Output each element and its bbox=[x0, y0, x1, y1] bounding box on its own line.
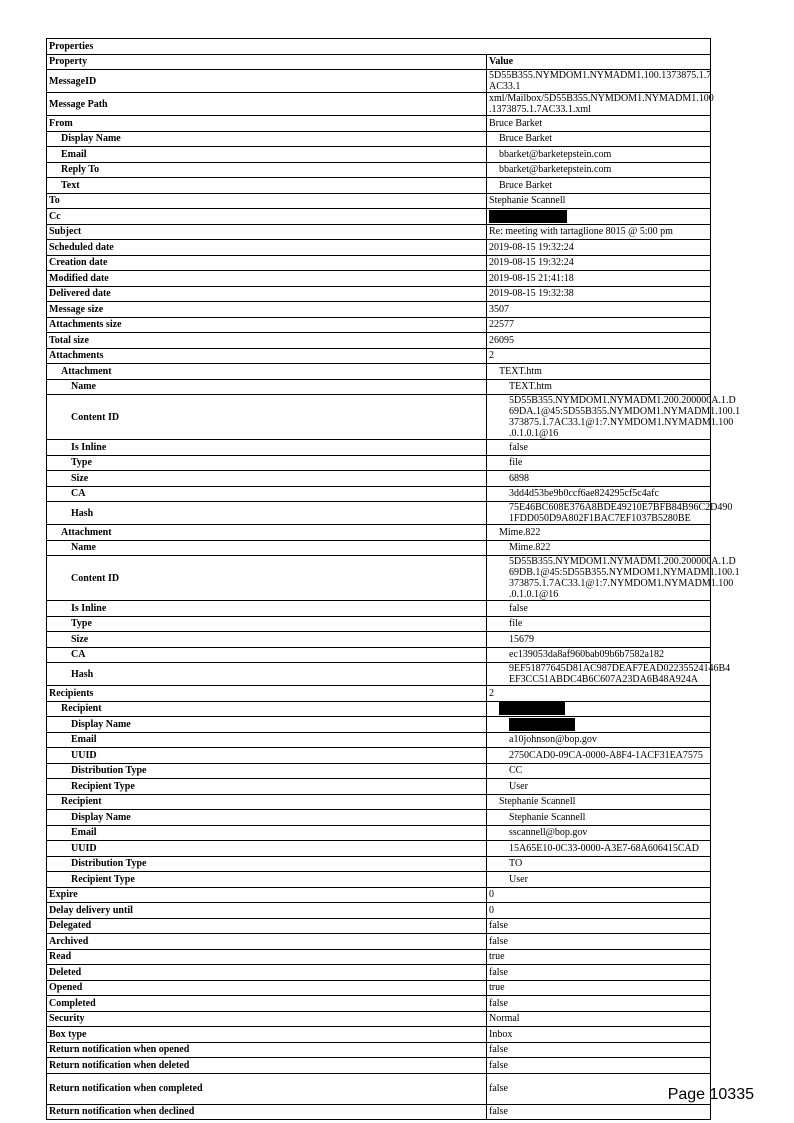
property-name: Recipient Type bbox=[47, 872, 487, 888]
property-name: Attachment bbox=[47, 525, 487, 541]
table-row bbox=[47, 240, 711, 256]
property-value: 2 bbox=[487, 348, 711, 364]
property-value: false bbox=[487, 1104, 711, 1120]
property-name: CA bbox=[47, 486, 487, 502]
property-name: Recipients bbox=[47, 686, 487, 702]
property-name: Distribution Type bbox=[47, 856, 487, 872]
property-name: Expire bbox=[47, 887, 487, 903]
property-value: 3507 bbox=[487, 302, 711, 318]
property-name: Size bbox=[47, 471, 487, 487]
table-row bbox=[47, 949, 711, 965]
table-row bbox=[47, 601, 711, 617]
property-value: ec139053da8af960bab09b6b7582a182 bbox=[487, 647, 711, 663]
property-value: sscannell@bop.gov bbox=[487, 825, 711, 841]
table-row bbox=[47, 193, 711, 209]
table-row bbox=[47, 455, 711, 471]
property-value: false bbox=[487, 965, 711, 981]
property-name: Opened bbox=[47, 980, 487, 996]
property-name: Recipient Type bbox=[47, 779, 487, 795]
column-header-property: Property bbox=[47, 54, 487, 70]
property-name: Return notification when completed bbox=[47, 1073, 487, 1104]
table-row bbox=[47, 1073, 711, 1104]
property-value: 2 bbox=[487, 686, 711, 702]
property-name: Type bbox=[47, 455, 487, 471]
table-row bbox=[47, 825, 711, 841]
property-name: Box type bbox=[47, 1027, 487, 1043]
property-value: 6898 bbox=[487, 471, 711, 487]
property-name: Delivered date bbox=[47, 286, 487, 302]
page-number: Page 10335 bbox=[667, 1086, 754, 1103]
property-name: Display Name bbox=[47, 131, 487, 147]
property-name: Attachment bbox=[47, 364, 487, 380]
property-value: xml/Mailbox/5D55B355.NYMDOM1.NYMADM1.100 .1373875.1.7AC33.1.xml bbox=[487, 93, 711, 116]
property-name: Email bbox=[47, 147, 487, 163]
property-name: Recipient bbox=[47, 794, 487, 810]
property-value: 9EF51877645D81AC987DEAF7EAD02235524146B4 EF3CC51ABDC4B6C607A23DA6B48A924A bbox=[487, 663, 711, 686]
property-value: Stephanie Scannell bbox=[487, 794, 711, 810]
table-row bbox=[47, 686, 711, 702]
table-header-row bbox=[47, 54, 711, 70]
property-name: Recipient bbox=[47, 701, 487, 717]
property-name: Modified date bbox=[47, 271, 487, 287]
property-value: true bbox=[487, 949, 711, 965]
property-name: Cc bbox=[47, 209, 487, 225]
table-row bbox=[47, 502, 711, 525]
property-value: 2019-08-15 19:32:24 bbox=[487, 240, 711, 256]
property-name: Name bbox=[47, 540, 487, 556]
property-name: Delay delivery until bbox=[47, 903, 487, 919]
property-value: 2019-08-15 21:41:18 bbox=[487, 271, 711, 287]
property-value: Bruce Barket bbox=[487, 116, 711, 132]
property-value: a10johnson@bop.gov bbox=[487, 732, 711, 748]
property-value: file bbox=[487, 455, 711, 471]
property-value: TO bbox=[487, 856, 711, 872]
property-name: Deleted bbox=[47, 965, 487, 981]
property-value: Mime.822 bbox=[487, 540, 711, 556]
property-name: Display Name bbox=[47, 810, 487, 826]
table-row bbox=[47, 763, 711, 779]
property-value: bbarket@barketepstein.com bbox=[487, 162, 711, 178]
property-name: Is Inline bbox=[47, 601, 487, 617]
table-row bbox=[47, 364, 711, 380]
table-row bbox=[47, 732, 711, 748]
table-row bbox=[47, 147, 711, 163]
property-name: Email bbox=[47, 825, 487, 841]
column-header-value: Value bbox=[487, 54, 711, 70]
property-value: false bbox=[487, 934, 711, 950]
table-row bbox=[47, 302, 711, 318]
property-name: Type bbox=[47, 616, 487, 632]
property-value-line: 69DB.1@45:5D55B355.NYMDOM1.NYMADM1.100.1 bbox=[509, 567, 740, 578]
property-value: CC bbox=[487, 763, 711, 779]
property-name: Hash bbox=[47, 502, 487, 525]
property-name: From bbox=[47, 116, 487, 132]
table-row bbox=[47, 1011, 711, 1027]
property-value: 0 bbox=[487, 903, 711, 919]
property-value: 2019-08-15 19:32:24 bbox=[487, 255, 711, 271]
property-name: Display Name bbox=[47, 717, 487, 733]
property-value: TEXT.htm bbox=[487, 364, 711, 380]
property-value: false bbox=[487, 918, 711, 934]
property-value: Stephanie Scannell bbox=[487, 193, 711, 209]
table-row bbox=[47, 701, 711, 717]
property-value bbox=[487, 701, 711, 717]
property-name: Read bbox=[47, 949, 487, 965]
table-row bbox=[47, 93, 711, 116]
property-value-line: 373875.1.7AC33.1@1:7.NYMDOM1.NYMADM1.100 .0.1.0.1@16 bbox=[509, 578, 734, 600]
table-row bbox=[47, 794, 711, 810]
table-row bbox=[47, 131, 711, 147]
table-row bbox=[47, 1058, 711, 1074]
property-value: false bbox=[487, 1073, 711, 1104]
table-row bbox=[47, 540, 711, 556]
property-value: TEXT.htm bbox=[487, 379, 711, 395]
property-value-line: 5D55B355.NYMDOM1.NYMADM1.200.200000A.1.D bbox=[509, 556, 736, 567]
table-row bbox=[47, 872, 711, 888]
property-name: Return notification when deleted bbox=[47, 1058, 487, 1074]
property-value bbox=[487, 209, 711, 225]
table-row bbox=[47, 810, 711, 826]
property-name: CA bbox=[47, 647, 487, 663]
property-value: 75E46BC608E376A8BDE49210E7BFB84B96C2D490 1FDD050D9A802F1BAC7EF1037B5280BE bbox=[487, 502, 711, 525]
property-value: User bbox=[487, 779, 711, 795]
table-row bbox=[47, 632, 711, 648]
property-value-line: 5D55B355.NYMDOM1.NYMADM1.200.200000A.1.D bbox=[509, 395, 736, 406]
table-row bbox=[47, 379, 711, 395]
table-row bbox=[47, 317, 711, 333]
property-name: Size bbox=[47, 632, 487, 648]
table-row bbox=[47, 162, 711, 178]
property-name: UUID bbox=[47, 841, 487, 857]
property-value: Stephanie Scannell bbox=[487, 810, 711, 826]
property-name: Hash bbox=[47, 663, 487, 686]
properties-body bbox=[47, 39, 741, 1120]
table-row bbox=[47, 965, 711, 981]
property-value: Re: meeting with tartaglione 8015 @ 5:00 pm bbox=[487, 224, 711, 240]
property-value: Mime.822 bbox=[487, 525, 711, 541]
property-name: Content ID bbox=[47, 556, 487, 601]
table-row bbox=[47, 440, 711, 456]
table-row bbox=[47, 333, 711, 349]
table-row bbox=[47, 903, 711, 919]
property-value: User bbox=[487, 872, 711, 888]
property-value: 2750CAD0-09CA-0000-A8F4-1ACF31EA7575 bbox=[487, 748, 711, 764]
property-name: Total size bbox=[47, 333, 487, 349]
table-row bbox=[47, 1104, 711, 1120]
table-row bbox=[47, 224, 711, 240]
property-name: Distribution Type bbox=[47, 763, 487, 779]
property-value: false bbox=[487, 1058, 711, 1074]
table-row bbox=[47, 286, 711, 302]
property-name: Content ID bbox=[47, 395, 487, 440]
table-row bbox=[47, 178, 711, 194]
table-row bbox=[47, 996, 711, 1012]
property-name: To bbox=[47, 193, 487, 209]
property-value: false bbox=[487, 440, 711, 456]
table-row bbox=[47, 395, 711, 440]
property-name: Name bbox=[47, 379, 487, 395]
table-row bbox=[47, 348, 711, 364]
property-name: MessageID bbox=[47, 70, 487, 93]
property-value: 15679 bbox=[487, 632, 711, 648]
property-value: file bbox=[487, 616, 711, 632]
property-value: Bruce Barket bbox=[487, 178, 711, 194]
property-value: false bbox=[487, 996, 711, 1012]
property-name: UUID bbox=[47, 748, 487, 764]
property-name: Text bbox=[47, 178, 487, 194]
property-value: 0 bbox=[487, 887, 711, 903]
property-name: Email bbox=[47, 732, 487, 748]
property-value: Bruce Barket bbox=[487, 131, 711, 147]
property-name: Reply To bbox=[47, 162, 487, 178]
table-row bbox=[47, 647, 711, 663]
property-value: 5D55B355.NYMDOM1.NYMADM1.100.1373875.1.7 AC33.1 bbox=[487, 70, 711, 93]
properties-table bbox=[46, 38, 741, 1120]
property-name: Creation date bbox=[47, 255, 487, 271]
redaction-box bbox=[509, 718, 575, 731]
table-row bbox=[47, 556, 711, 601]
table-row bbox=[47, 70, 711, 93]
property-name: Scheduled date bbox=[47, 240, 487, 256]
property-name: Message size bbox=[47, 302, 487, 318]
property-name: Attachments bbox=[47, 348, 487, 364]
property-name: Is Inline bbox=[47, 440, 487, 456]
table-row bbox=[47, 271, 711, 287]
property-value: bbarket@barketepstein.com bbox=[487, 147, 711, 163]
redaction-box bbox=[499, 702, 565, 715]
property-name: Attachments size bbox=[47, 317, 487, 333]
table-row bbox=[47, 980, 711, 996]
table-row bbox=[47, 525, 711, 541]
property-name: Security bbox=[47, 1011, 487, 1027]
property-value: Normal bbox=[487, 1011, 711, 1027]
property-value: 3dd4d53be9b0ccf6ae824295cf5c4afc bbox=[487, 486, 711, 502]
property-value: true bbox=[487, 980, 711, 996]
property-value-line: 69DA.1@45:5D55B355.NYMDOM1.NYMADM1.100.1 bbox=[509, 406, 741, 417]
table-row bbox=[47, 116, 711, 132]
table-row bbox=[47, 918, 711, 934]
table-row bbox=[47, 887, 711, 903]
property-name: Completed bbox=[47, 996, 487, 1012]
property-value: false bbox=[487, 1042, 711, 1058]
property-value bbox=[487, 395, 741, 440]
property-value: 15A65E10-0C33-0000-A3E7-68A606415CAD bbox=[487, 841, 711, 857]
property-name: Message Path bbox=[47, 93, 487, 116]
property-name: Subject bbox=[47, 224, 487, 240]
property-value bbox=[487, 556, 740, 601]
property-value bbox=[487, 717, 711, 733]
table-row bbox=[47, 663, 711, 686]
property-name: Archived bbox=[47, 934, 487, 950]
table-row bbox=[47, 717, 711, 733]
table-row bbox=[47, 841, 711, 857]
property-name: Delegated bbox=[47, 918, 487, 934]
property-value: false bbox=[487, 601, 711, 617]
table-title: Properties bbox=[47, 39, 711, 55]
property-value: 22577 bbox=[487, 317, 711, 333]
table-title-row bbox=[47, 39, 711, 55]
redaction-box bbox=[489, 210, 567, 223]
property-value: Inbox bbox=[487, 1027, 711, 1043]
table-row bbox=[47, 209, 711, 225]
table-row bbox=[47, 1042, 711, 1058]
table-row bbox=[47, 748, 711, 764]
property-value: 26095 bbox=[487, 333, 711, 349]
property-value-line: 373875.1.7AC33.1@1:7.NYMDOM1.NYMADM1.100 .0.1.0.1@16 bbox=[509, 417, 734, 439]
table-row bbox=[47, 471, 711, 487]
property-name: Return notification when declined bbox=[47, 1104, 487, 1120]
property-value: 2019-08-15 19:32:38 bbox=[487, 286, 711, 302]
table-row bbox=[47, 779, 711, 795]
table-row bbox=[47, 486, 711, 502]
table-row bbox=[47, 616, 711, 632]
table-row bbox=[47, 255, 711, 271]
property-name: Return notification when opened bbox=[47, 1042, 487, 1058]
table-row bbox=[47, 934, 711, 950]
table-row bbox=[47, 856, 711, 872]
table-row bbox=[47, 1027, 711, 1043]
